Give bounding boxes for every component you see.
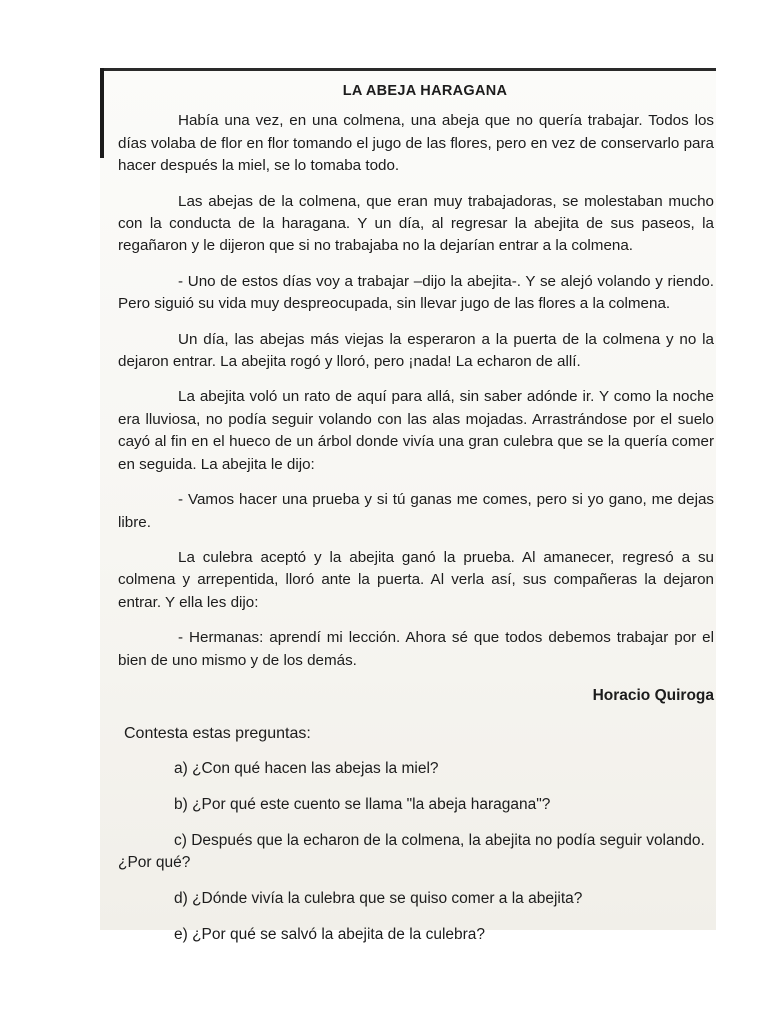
paragraph: - Vamos hacer una prueba y si tú ganas me comes, pero si yo gano, me dejas libre. (118, 491, 714, 531)
question-item: b) ¿Por qué este cuento se llama "la abeja haragana"? (174, 795, 551, 813)
paragraph: Un día, las abejas más viejas la esperaron a la puerta de la colmena y no la dejaron entrar. La abejita rogó y lloró, pero ¡nada! La echaron de allí. (118, 330, 714, 371)
question-item: a) ¿Con qué hacen las abejas la miel? (174, 759, 439, 777)
question-item: d) ¿Dónde vivía la culebra que se quiso comer a la abejita? (174, 889, 583, 907)
document-content (118, 80, 714, 960)
paragraph: La abejita voló un rato de aquí para allá, sin saber adónde ir. Y como la noche era lluviosa, no podía seguir volando con las alas mojadas. Arrastrándose por el suelo cayó al fin en el hueco de un árbol donde vivía una gran culebra que se la quería comer en seguida. La abejita le dijo: (118, 388, 714, 473)
paper-left-edge (100, 68, 104, 158)
paper-top-edge (100, 68, 716, 71)
paragraph: Las abejas de la colmena, que eran muy trabajadoras, se molestaban mucho con la conducta de la haragana. Y un día, al regresar la abejita de sus paseos, la regañaron y le dijeron que si no trabajaba no la dejarían entrar a la colmena. (118, 192, 714, 255)
document-title: LA ABEJA HARAGANA (342, 83, 508, 99)
paragraph: Había una vez, en una colmena, una abeja que no quería trabajar. Todos los días volaba de flor en flor tomando el jugo de las flores, pero en vez de conservarlo para hacer después la miel, se lo tomaba todo. (118, 112, 714, 175)
question-item: e) ¿Por qué se salvó la abejita de la culebra? (174, 925, 486, 943)
paragraph: La culebra aceptó y la abejita ganó la prueba. Al amanecer, regresó a su colmena y arrepentida, lloró ante la puerta. Al verla así, sus compañeras la dejaron entrar. Y ella les dijo: (118, 548, 714, 611)
questions-prompt: Contesta estas preguntas: (124, 725, 311, 743)
question-item: c) Después que la echaron de la colmena, la abejita no podía seguir volando. ¿Por qué? (118, 831, 705, 871)
author-name: Horacio Quiroga (592, 686, 714, 704)
paragraph: - Hermanas: aprendí mi lección. Ahora sé que todos debemos trabajar por el bien de uno mismo y de los demás. (118, 629, 714, 669)
paragraph: - Uno de estos días voy a trabajar –dijo la abejita-. Y se alejó volando y riendo. Pero siguió su vida muy despreocupada, sin llevar jugo de las flores a la colmena. (118, 272, 714, 313)
